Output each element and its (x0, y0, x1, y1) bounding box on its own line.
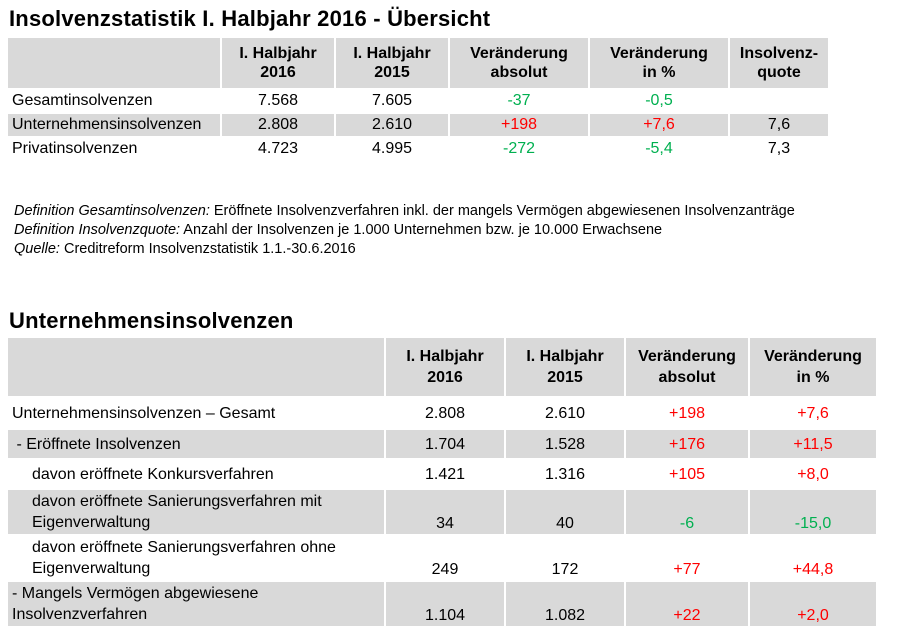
companies-table (6, 336, 878, 628)
header-h2015: I. Halbjahr 2015 (506, 338, 624, 396)
table-row (8, 460, 876, 488)
row-label: Gesamtinsolvenzen (12, 92, 153, 109)
companies-header-row (8, 338, 876, 396)
note-term: Quelle: (14, 241, 60, 257)
cell-h2016: 7.568 (257, 92, 299, 109)
header-pct: Veränderung in % (750, 338, 876, 396)
table-row (8, 536, 876, 580)
row-label: - Mangels Vermögen abgewiesene Insolvenzverfahren (8, 582, 384, 626)
cell-abs: +105 (668, 465, 706, 483)
cell-abs: +77 (673, 561, 701, 578)
note-line (14, 221, 795, 240)
row-label: davon eröffnete Sanierungsverfahren ohne Eigenverwaltung (32, 539, 336, 577)
cell-h2016: 4.723 (257, 140, 299, 157)
cell-h2016: 2.808 (424, 404, 466, 422)
header-pct: Veränderung in % (590, 38, 728, 88)
table-row (8, 114, 828, 136)
note-term: Definition Gesamtinsolvenzen: (14, 203, 210, 219)
cell-h2015: 7.605 (371, 92, 413, 109)
overview-header-row (8, 38, 828, 88)
cell-h2015: 1.316 (544, 465, 586, 483)
cell-pct: -15,0 (750, 490, 876, 534)
row-label: - Eröffnete Insolvenzen (8, 430, 384, 458)
note-term: Definition Insolvenzquote: (14, 222, 181, 238)
cell-h2016: 249 (431, 561, 459, 578)
cell-pct: +7,6 (797, 404, 829, 422)
row-label: Privatinsolvenzen (12, 140, 138, 157)
table-row (8, 582, 876, 626)
row-label: Unternehmensinsolvenzen (8, 114, 220, 136)
cell-h2016: 2.808 (222, 114, 334, 136)
cell-pct: +11,5 (750, 430, 876, 458)
note-text: Anzahl der Insolvenzen je 1.000 Unternehmen bzw. je 10.000 Erwachsene (180, 222, 663, 238)
table-row (8, 90, 828, 112)
definitions-notes (14, 202, 795, 259)
row-label: Unternehmensinsolvenzen – Gesamt (12, 404, 276, 422)
cell-quote (730, 90, 828, 112)
note-text: Eröffnete Insolvenzverfahren inkl. der mangels Vermögen abgewiesenen Insolvenzanträge (209, 203, 795, 219)
cell-h2015: 1.082 (506, 582, 624, 626)
cell-h2015: 2.610 (336, 114, 448, 136)
cell-pct: +8,0 (797, 465, 829, 483)
companies-title: Unternehmensinsolvenzen (9, 308, 294, 333)
header-abs: Veränderung absolut (450, 38, 588, 88)
cell-abs: +22 (626, 582, 748, 626)
cell-abs: +176 (626, 430, 748, 458)
cell-h2016: 1.421 (424, 465, 466, 483)
cell-abs: +198 (450, 114, 588, 136)
overview-title: Insolvenzstatistik I. Halbjahr 2016 - Übersicht (9, 6, 491, 31)
note-line (14, 240, 795, 259)
table-row (8, 490, 876, 534)
header-abs: Veränderung absolut (626, 338, 748, 396)
row-label: davon eröffnete Sanierungsverfahren mit Eigenverwaltung (8, 490, 384, 534)
cell-h2015: 2.610 (544, 404, 586, 422)
header-quote: Insolvenz- quote (730, 38, 828, 88)
cell-quote: 7,3 (767, 140, 791, 157)
cell-abs: -37 (507, 92, 531, 109)
cell-quote: 7,6 (730, 114, 828, 136)
cell-abs: +198 (668, 404, 706, 422)
row-label: davon eröffnete Konkursverfahren (32, 465, 274, 483)
header-cell-empty (8, 38, 220, 88)
cell-pct: -5,4 (645, 140, 673, 157)
cell-pct: -0,5 (645, 92, 673, 109)
note-line (14, 202, 795, 221)
cell-h2015: 172 (551, 561, 579, 578)
header-cell-empty (8, 338, 384, 396)
note-text: Creditreform Insolvenzstatistik 1.1.-30.6.2016 (59, 241, 356, 257)
cell-h2016: 1.704 (386, 430, 504, 458)
table-row (8, 398, 876, 428)
cell-h2016: 1.104 (386, 582, 504, 626)
table-row (8, 138, 828, 160)
cell-abs: -272 (502, 140, 536, 157)
cell-h2016: 34 (386, 490, 504, 534)
header-h2015: I. Halbjahr 2015 (336, 38, 448, 88)
cell-abs: -6 (626, 490, 748, 534)
header-h2016: I. Halbjahr 2016 (222, 38, 334, 88)
cell-h2015: 4.995 (371, 140, 413, 157)
table-row (8, 430, 876, 458)
cell-pct: +2,0 (750, 582, 876, 626)
cell-pct: +7,6 (590, 114, 728, 136)
cell-pct: +44,8 (792, 561, 834, 578)
cell-h2015: 1.528 (506, 430, 624, 458)
cell-h2015: 40 (506, 490, 624, 534)
overview-table (6, 36, 830, 162)
header-h2016: I. Halbjahr 2016 (386, 338, 504, 396)
